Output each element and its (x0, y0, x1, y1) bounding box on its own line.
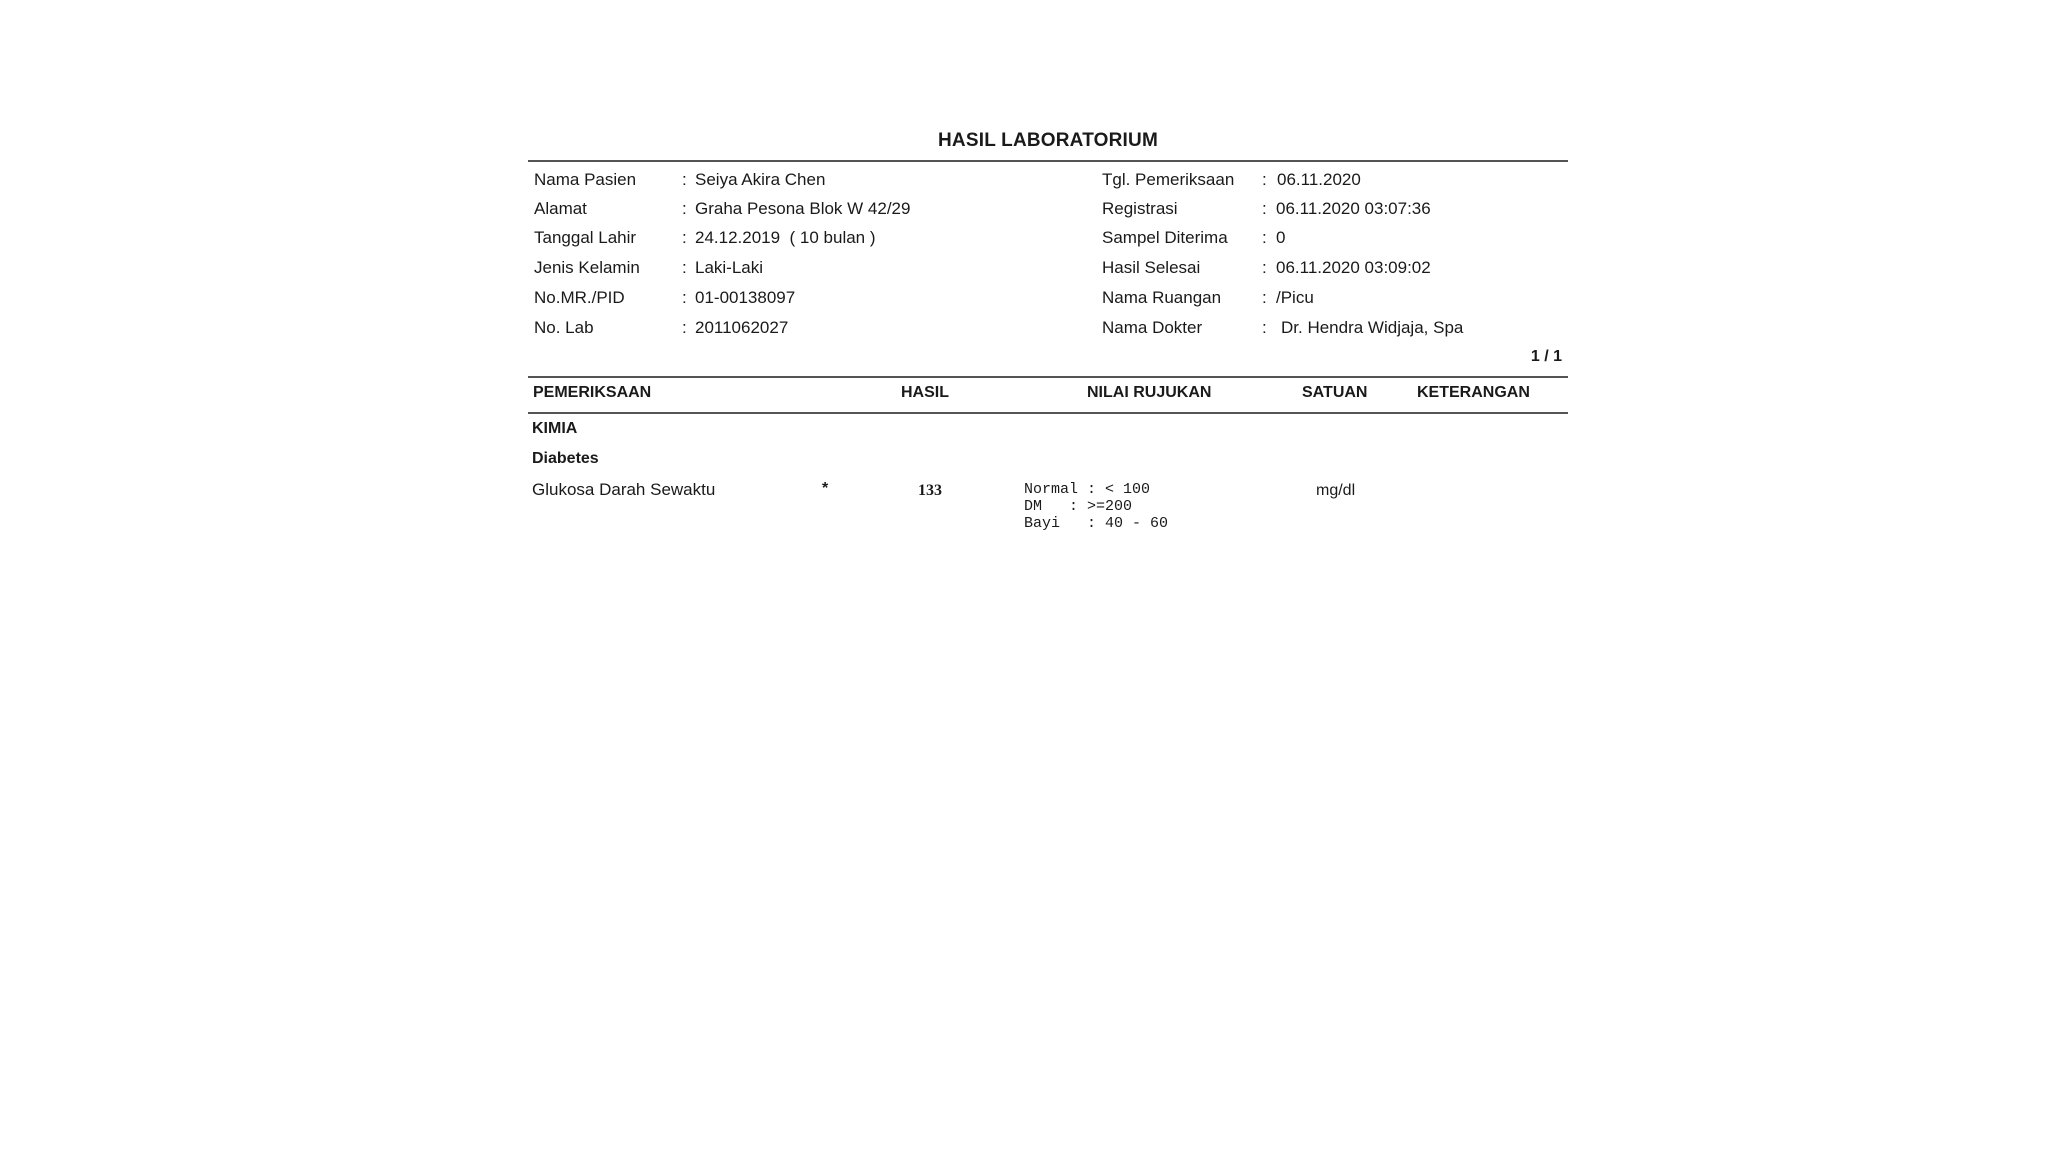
info-row-patient-name (534, 170, 1034, 194)
column-header-test: PEMERIKSAAN (533, 384, 652, 401)
info-row-doctor-name (1102, 318, 1562, 342)
info-label: No.MR./PID (534, 288, 625, 307)
info-colon: : (682, 228, 687, 247)
info-value: 06.11.2020 (1277, 170, 1361, 189)
column-header-unit: SATUAN (1302, 384, 1368, 401)
info-row-room-name (1102, 288, 1562, 312)
column-header-result: HASIL (901, 384, 949, 401)
info-colon: : (682, 199, 687, 218)
info-colon: : (1262, 199, 1267, 218)
info-label: Nama Pasien (534, 170, 637, 189)
page-indicator: 1 / 1 (1530, 348, 1562, 365)
info-value: Graha Pesona Blok W 42/29 (695, 199, 911, 218)
info-label: Tgl. Pemeriksaan (1102, 170, 1235, 189)
info-label: Alamat (534, 199, 587, 218)
info-colon: : (1262, 258, 1267, 277)
report-title: HASIL LABORATORIUM (938, 130, 1158, 151)
test-name: Glukosa Darah Sewaktu (532, 480, 716, 499)
info-colon: : (1262, 318, 1267, 337)
table-header-divider (528, 412, 1568, 414)
reference-range: Normal : < 100 DM : >=200 Bayi : 40 - 60 (1024, 481, 1169, 532)
info-label: No. Lab (534, 318, 594, 337)
info-value: 06.11.2020 03:09:02 (1276, 258, 1431, 277)
info-colon: : (682, 318, 687, 337)
test-result: 133 (918, 482, 942, 499)
info-row-result-finished (1102, 258, 1562, 282)
category-label: KIMIA (532, 420, 578, 437)
info-row-registration (1102, 199, 1562, 223)
title-divider (528, 160, 1568, 162)
info-value: 06.11.2020 03:07:36 (1276, 199, 1431, 218)
column-header-note: KETERANGAN (1417, 384, 1530, 401)
info-label: Jenis Kelamin (534, 258, 640, 277)
info-row-lab-number (534, 318, 1034, 342)
info-colon: : (1262, 228, 1267, 247)
info-row-sample-received (1102, 228, 1562, 252)
info-value: /Picu (1276, 288, 1314, 307)
info-value: 24.12.2019 ( 10 bulan ) (695, 228, 876, 247)
info-label: Registrasi (1102, 199, 1178, 218)
info-label: Nama Ruangan (1102, 288, 1222, 307)
info-colon: : (682, 170, 687, 189)
info-value: Seiya Akira Chen (695, 170, 826, 189)
column-header-reference: NILAI RUJUKAN (1087, 384, 1212, 401)
info-value: 2011062027 (695, 318, 789, 337)
info-row-exam-date (1102, 170, 1562, 194)
test-unit: mg/dl (1316, 482, 1356, 499)
info-label: Sampel Diterima (1102, 228, 1228, 247)
info-value: 0 (1276, 228, 1286, 247)
info-colon: : (1262, 288, 1267, 307)
info-row-gender (534, 258, 1034, 282)
info-value: Laki-Laki (695, 258, 764, 277)
info-colon: : (682, 288, 687, 307)
info-row-birth-date (534, 228, 1034, 252)
info-label: Nama Dokter (1102, 318, 1203, 337)
abnormal-flag: * (822, 480, 829, 497)
info-value: Dr. Hendra Widjaja, Spa (1281, 318, 1464, 337)
info-colon: : (682, 258, 687, 277)
info-row-mr-pid (534, 288, 1034, 312)
info-value: 01-00138097 (695, 288, 796, 307)
info-row-address (534, 199, 1034, 223)
subcategory-label: Diabetes (532, 450, 599, 467)
table-top-divider (528, 376, 1568, 378)
info-colon: : (1262, 170, 1267, 189)
info-label: Hasil Selesai (1102, 258, 1201, 277)
info-label: Tanggal Lahir (534, 228, 637, 247)
